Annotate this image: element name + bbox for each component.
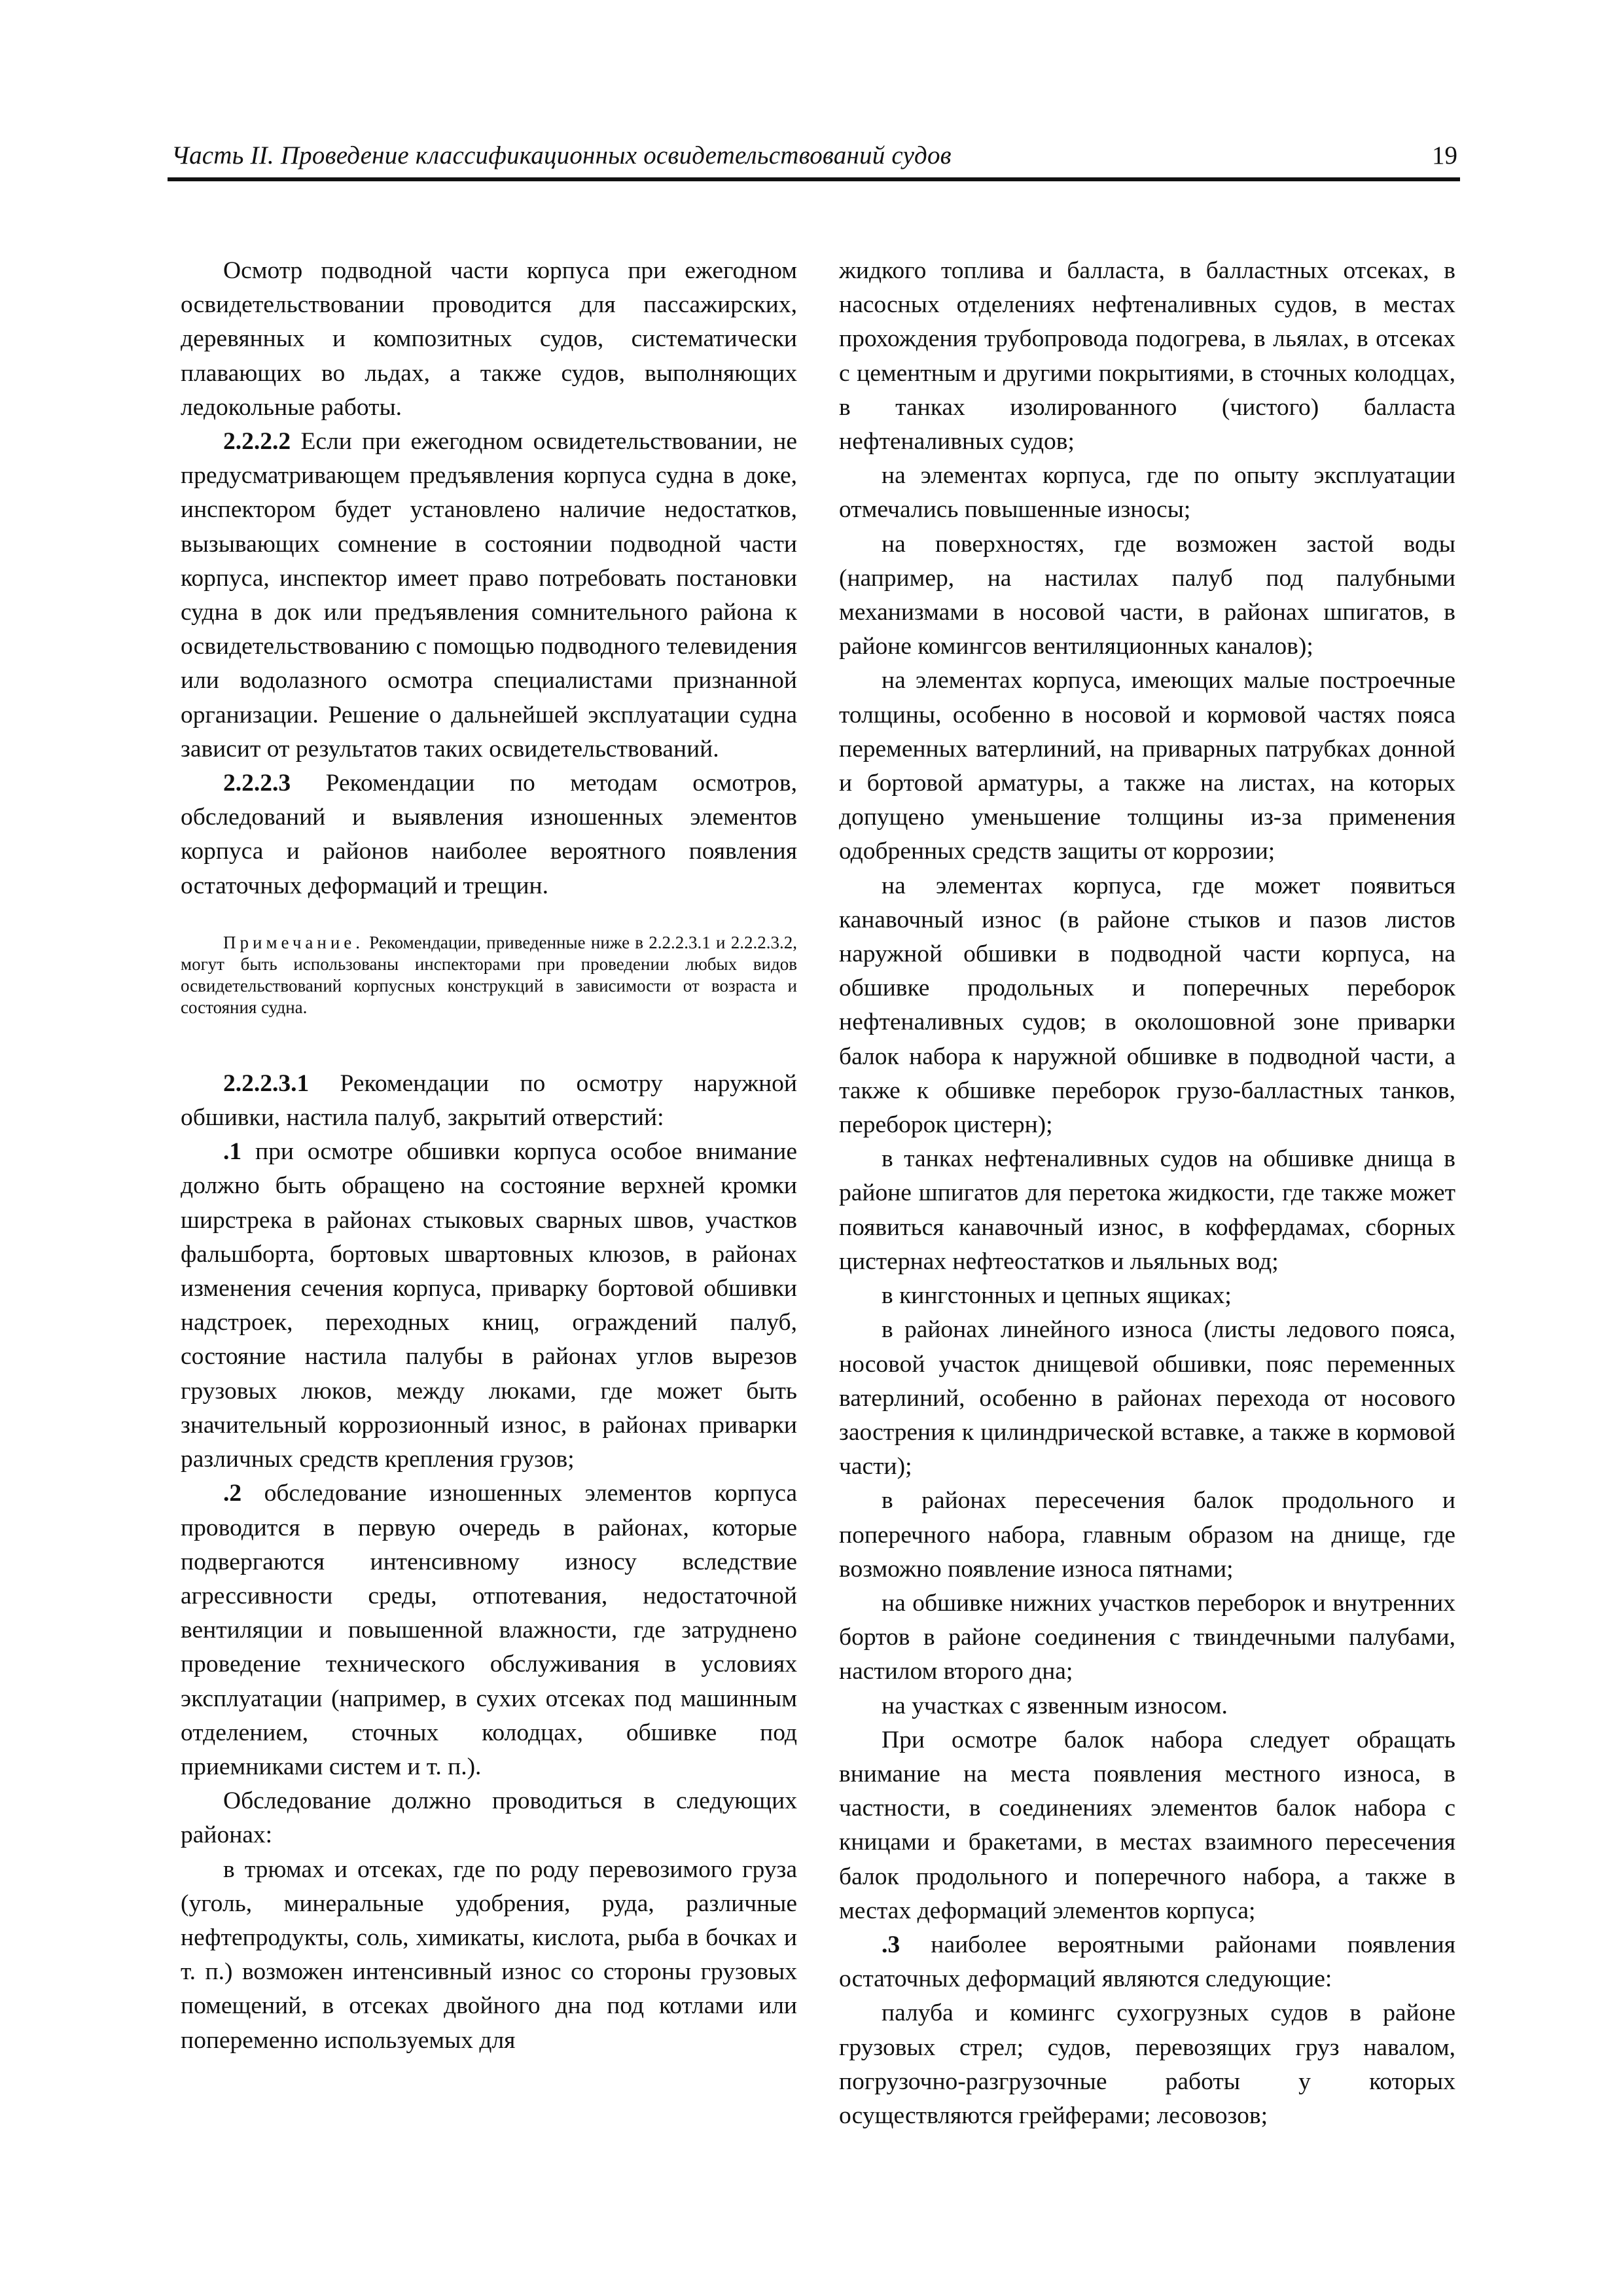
section-number: 2.2.2.3 <box>223 770 291 797</box>
paragraph: на элементах корпуса, где по опыту эксплуатации отмечались повышенные износы; <box>839 462 1455 524</box>
paragraph: При осмотре балок набора следует обращать внимание на места появления местного износа, в частности, в соединениях элементов балок набора с кницами и бракетами, в местах взаимного пересечения балок продольного и поперечного набора, а также в местах деформаций элементов корпуса; <box>839 1726 1455 1924</box>
running-header <box>168 134 1460 181</box>
header-title: Часть II. Проведение классификационных освидетельствований судов <box>171 141 952 170</box>
paragraph-2-2-2-3-1: 2.2.2.3.1 Рекомендации по осмотру наружной обшивки, настила палуб, закрытий отверстий: <box>181 1069 797 1132</box>
paragraph: палуба и комингс сухогрузных судов в районе грузовых стрел; судов, перевозящих груз навалом, погрузочно-разгрузочные работы у которых осуществляются грейферами; лесовозов; <box>839 2000 1455 2129</box>
paragraph: на обшивке нижних участков переборок и внутренних бортов в районе соединения с твиндечными палубами, настилом второго дна; <box>839 1589 1455 1685</box>
paragraph: на элементах корпуса, где может появиться канавочный износ (в районе стыков и пазов листов наружной обшивки в подводной части корпуса, на обшивке продольных и поперечных переборок нефтеналивных судов; в околошовной зоне приварки балок набора к наружной обшивке в подводной части, а также к обшивке переборок грузо-балластных танков, переборок цистерн); <box>839 872 1455 1139</box>
paragraph: на элементах корпуса, имеющих малые построечные толщины, особенно в носовой и кормовой частях пояса переменных ватерлиний, на приварных патрубках донной и бортовой арматуры, а также на листах, на которых допущено уменьшение толщины из-за применения одобренных средств защиты от коррозии; <box>839 667 1455 865</box>
left-column <box>181 254 797 2058</box>
list-item-2: .2 обследование изношенных элементов корпуса проводится в первую очередь в районах, которые подвергаются интенсивному износу вследствие агрессивности среды, отпотевания, недостаточной вентиляции и повышенной влажности, где затруднено проведение технического обслуживания в условиях эксплуатации (например, в сухих отсеках под машинным отделением, сточных колодцах, обшивке под приемниками систем и т. п.). <box>181 1480 797 1780</box>
item-number: .3 <box>882 1931 901 1958</box>
list-item-3: .3 наиболее вероятными районами появления остаточных деформаций являются следующие: <box>839 1931 1455 1993</box>
paragraph: в танках нефтеналивных судов на обшивке днища в районе шпигатов для перетока жидкости, где также может появиться канавочный износ, в коффердамах, сборных цистернах нефтеостатков и льяльных вод; <box>839 1145 1455 1275</box>
note-text: Рекомендации, приведенные ниже в 2.2.2.3.1 и 2.2.2.3.2, могут быть использованы инспекторами при проведении любых видов освидетельствований корпусных конструкций в зависимости от возраста и состояния судна. <box>181 932 797 1017</box>
item-number: .1 <box>223 1138 242 1166</box>
section-number: 2.2.2.3.1 <box>223 1069 310 1097</box>
paragraph: Обследование должно проводиться в следующих районах: <box>181 1787 797 1849</box>
paragraph-continued: жидкого топлива и балласта, в балластных отсеках, в насосных отделениях нефтеналивных судов, в местах прохождения трубопровода подогрева, в льялах, в отсеках с цементным и другими покрытиями, в сточных колодцах, в танках изолированного (чистого) балласта нефтеналивных судов; <box>839 257 1455 456</box>
paragraph: в трюмах и отсеках, где по роду перевозимого груза (уголь, минеральные удобрения, руда, различные нефтепродукты, соль, химикаты, кислота, рыба в бочках и т. п.) возможен интенсивный износ со стороны грузовых помещений, в отсеках двойного дна под котлами или попеременно используемых для <box>181 1856 797 2054</box>
paragraph: в районах линейного износа (листы ледового пояса, носовой участок днищевой обшивки, пояс переменных ватерлиний, особенно в районах перехода от носового заострения к цилиндрической вставке, а также в кормовой части); <box>839 1316 1455 1480</box>
paragraph: в кингстонных и цепных ящиках; <box>882 1282 1232 1310</box>
paragraph: на поверхностях, где возможен застой воды (например, на настилах палуб под палубными механизмами в носовой части, в районах шпигатов, в районе комингсов вентиляционных каналов); <box>839 530 1455 660</box>
paragraph-2-2-2-3: 2.2.2.3 Рекомендации по методам осмотров, обследований и выявления изношенных элементов корпуса и районов наиболее вероятного появления остаточных деформаций и трещин. <box>181 770 797 899</box>
paragraph-2-2-2-2: 2.2.2.2 Если при ежегодном освидетельствовании, не предусматривающем предъявления корпуса судна в доке, инспектором будет установлено наличие недостатков, вызывающих сомнение в состоянии подводной части корпуса, инспектор имеет право потребовать постановки судна в док или предъявления сомнительного района к освидетельствованию с помощью подводного телевидения или водолазного осмотра специалистами признанной организации. Решение о дальнейшей эксплуатации судна зависит от результатов таких освидетельствований. <box>181 428 797 762</box>
paragraph: в районах пересечения балок продольного и поперечного набора, главным образом на днище, где возможно появление износа пятнами; <box>839 1487 1455 1583</box>
right-column <box>839 254 1455 2133</box>
note-label: Примечание. <box>223 932 365 952</box>
note <box>181 932 797 1018</box>
section-number: 2.2.2.2 <box>223 428 291 456</box>
page-number: 19 <box>1432 141 1457 170</box>
paragraph: на участках с язвенным износом. <box>882 1692 1228 1719</box>
paragraph: Осмотр подводной части корпуса при ежегодном освидетельствовании проводится для пассажирских, деревянных и композитных судов, систематически плавающих во льдах, а также судов, выполняющих ледокольные работы. <box>181 257 797 421</box>
list-item-1: .1 при осмотре обшивки корпуса особое внимание должно быть обращено на состояние верхней кромки ширстрека в районах стыковых сварных швов, участков фальшборта, бортовых швартовных клюзов, в районах изменения сечения корпуса, приварку бортовой обшивки надстроек, переходных книц, ограждений палуб, состояние настила палубы в районах углов вырезов грузовых люков, между люками, где может быть значительный коррозионный износ, в районах приварки различных средств крепления грузов; <box>181 1138 797 1473</box>
item-number: .2 <box>223 1480 242 1507</box>
